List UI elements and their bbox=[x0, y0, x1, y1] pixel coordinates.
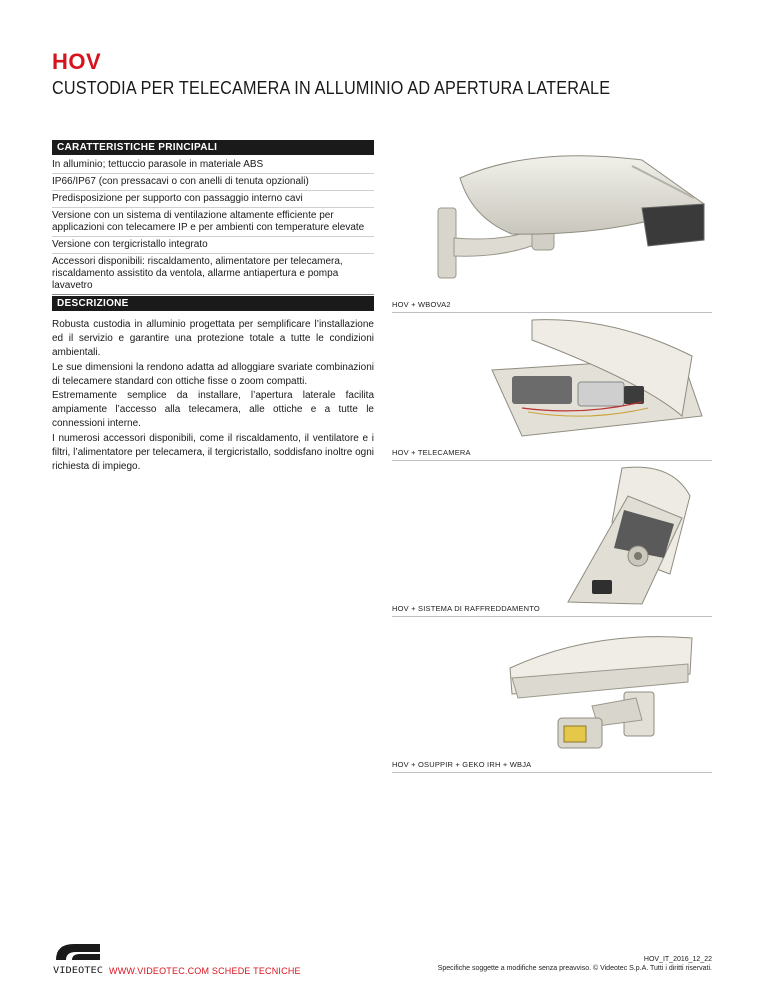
feature-item: IP66/IP67 (con pressacavi o con anelli di tenuta opzionali) bbox=[52, 174, 374, 191]
figure-housing-camera bbox=[392, 316, 712, 444]
features-heading: CARATTERISTICHE PRINCIPALI bbox=[52, 140, 374, 155]
feature-item: Accessori disponibili: riscaldamento, alimentatore per telecamera, riscaldamento assistito da ventola, allarme antiapertura e pompa lavavetro bbox=[52, 254, 374, 295]
document-code: HOV_IT_2016_12_22 bbox=[643, 956, 712, 963]
description-paragraph: Estremamente semplice da installare, l’apertura laterale facilita ampiamente l’accesso alla telecamera, alle ottiche e a tutte le connessioni interne. bbox=[52, 390, 374, 430]
description-heading: DESCRIZIONE bbox=[52, 296, 374, 311]
product-title: HOV bbox=[52, 49, 102, 74]
product-subtitle: CUSTODIA PER TELECAMERA IN ALLUMINIO AD APERTURA LATERALE bbox=[52, 78, 611, 98]
footer-url-link[interactable]: WWW.VIDEOTEC.COM SCHEDE TECNICHE bbox=[109, 966, 301, 976]
figure-caption: HOV + WBOVA2 bbox=[392, 300, 712, 313]
feature-item: Predisposizione per supporto con passaggio interno cavi bbox=[52, 191, 374, 208]
description-paragraph: Le sue dimensioni la rendono adatta ad alloggiare svariate combinazioni di telecamere standard con ottiche fisse o zoom compatti. bbox=[52, 361, 374, 387]
figure-housing-cooling bbox=[392, 462, 712, 606]
feature-item: In alluminio; tettuccio parasole in materiale ABS bbox=[52, 157, 374, 174]
footer-info bbox=[438, 955, 712, 973]
description-paragraph: Robusta custodia in alluminio progettata per semplificare l’installazione ed il servizio e garantire una protezione totale a tutte le condizioni ambientali. bbox=[52, 319, 374, 359]
figure-caption: HOV + TELECAMERA bbox=[392, 448, 712, 461]
feature-item: Versione con un sistema di ventilazione altamente efficiente per applicazioni con telecamere IP e per ambienti con temperature elevate bbox=[52, 208, 374, 237]
disclaimer-text: Specifiche soggette a modifiche senza preavviso. © Videotec S.p.A. Tutti i diritti riservati. bbox=[437, 965, 712, 972]
videotec-logo bbox=[52, 940, 104, 981]
features-list bbox=[52, 157, 374, 295]
logo-text: VIDEOTEC bbox=[53, 966, 103, 976]
description-paragraph: I numerosi accessori disponibili, come il riscaldamento, il ventilatore e i filtri, l’alimentatore per telecamera, il tergicristallo, soddisfano inoltre ogni richiesta di impiego. bbox=[52, 432, 374, 473]
figure-housing-illuminator bbox=[392, 618, 712, 758]
figure-housing-bracket bbox=[392, 138, 712, 296]
figure-caption: HOV + SISTEMA DI RAFFREDDAMENTO bbox=[392, 604, 712, 617]
description-text bbox=[52, 318, 374, 474]
figure-caption: HOV + OSUPPIR + GEKO IRH + WBJA bbox=[392, 760, 712, 773]
feature-item: Versione con tergicristallo integrato bbox=[52, 237, 374, 254]
